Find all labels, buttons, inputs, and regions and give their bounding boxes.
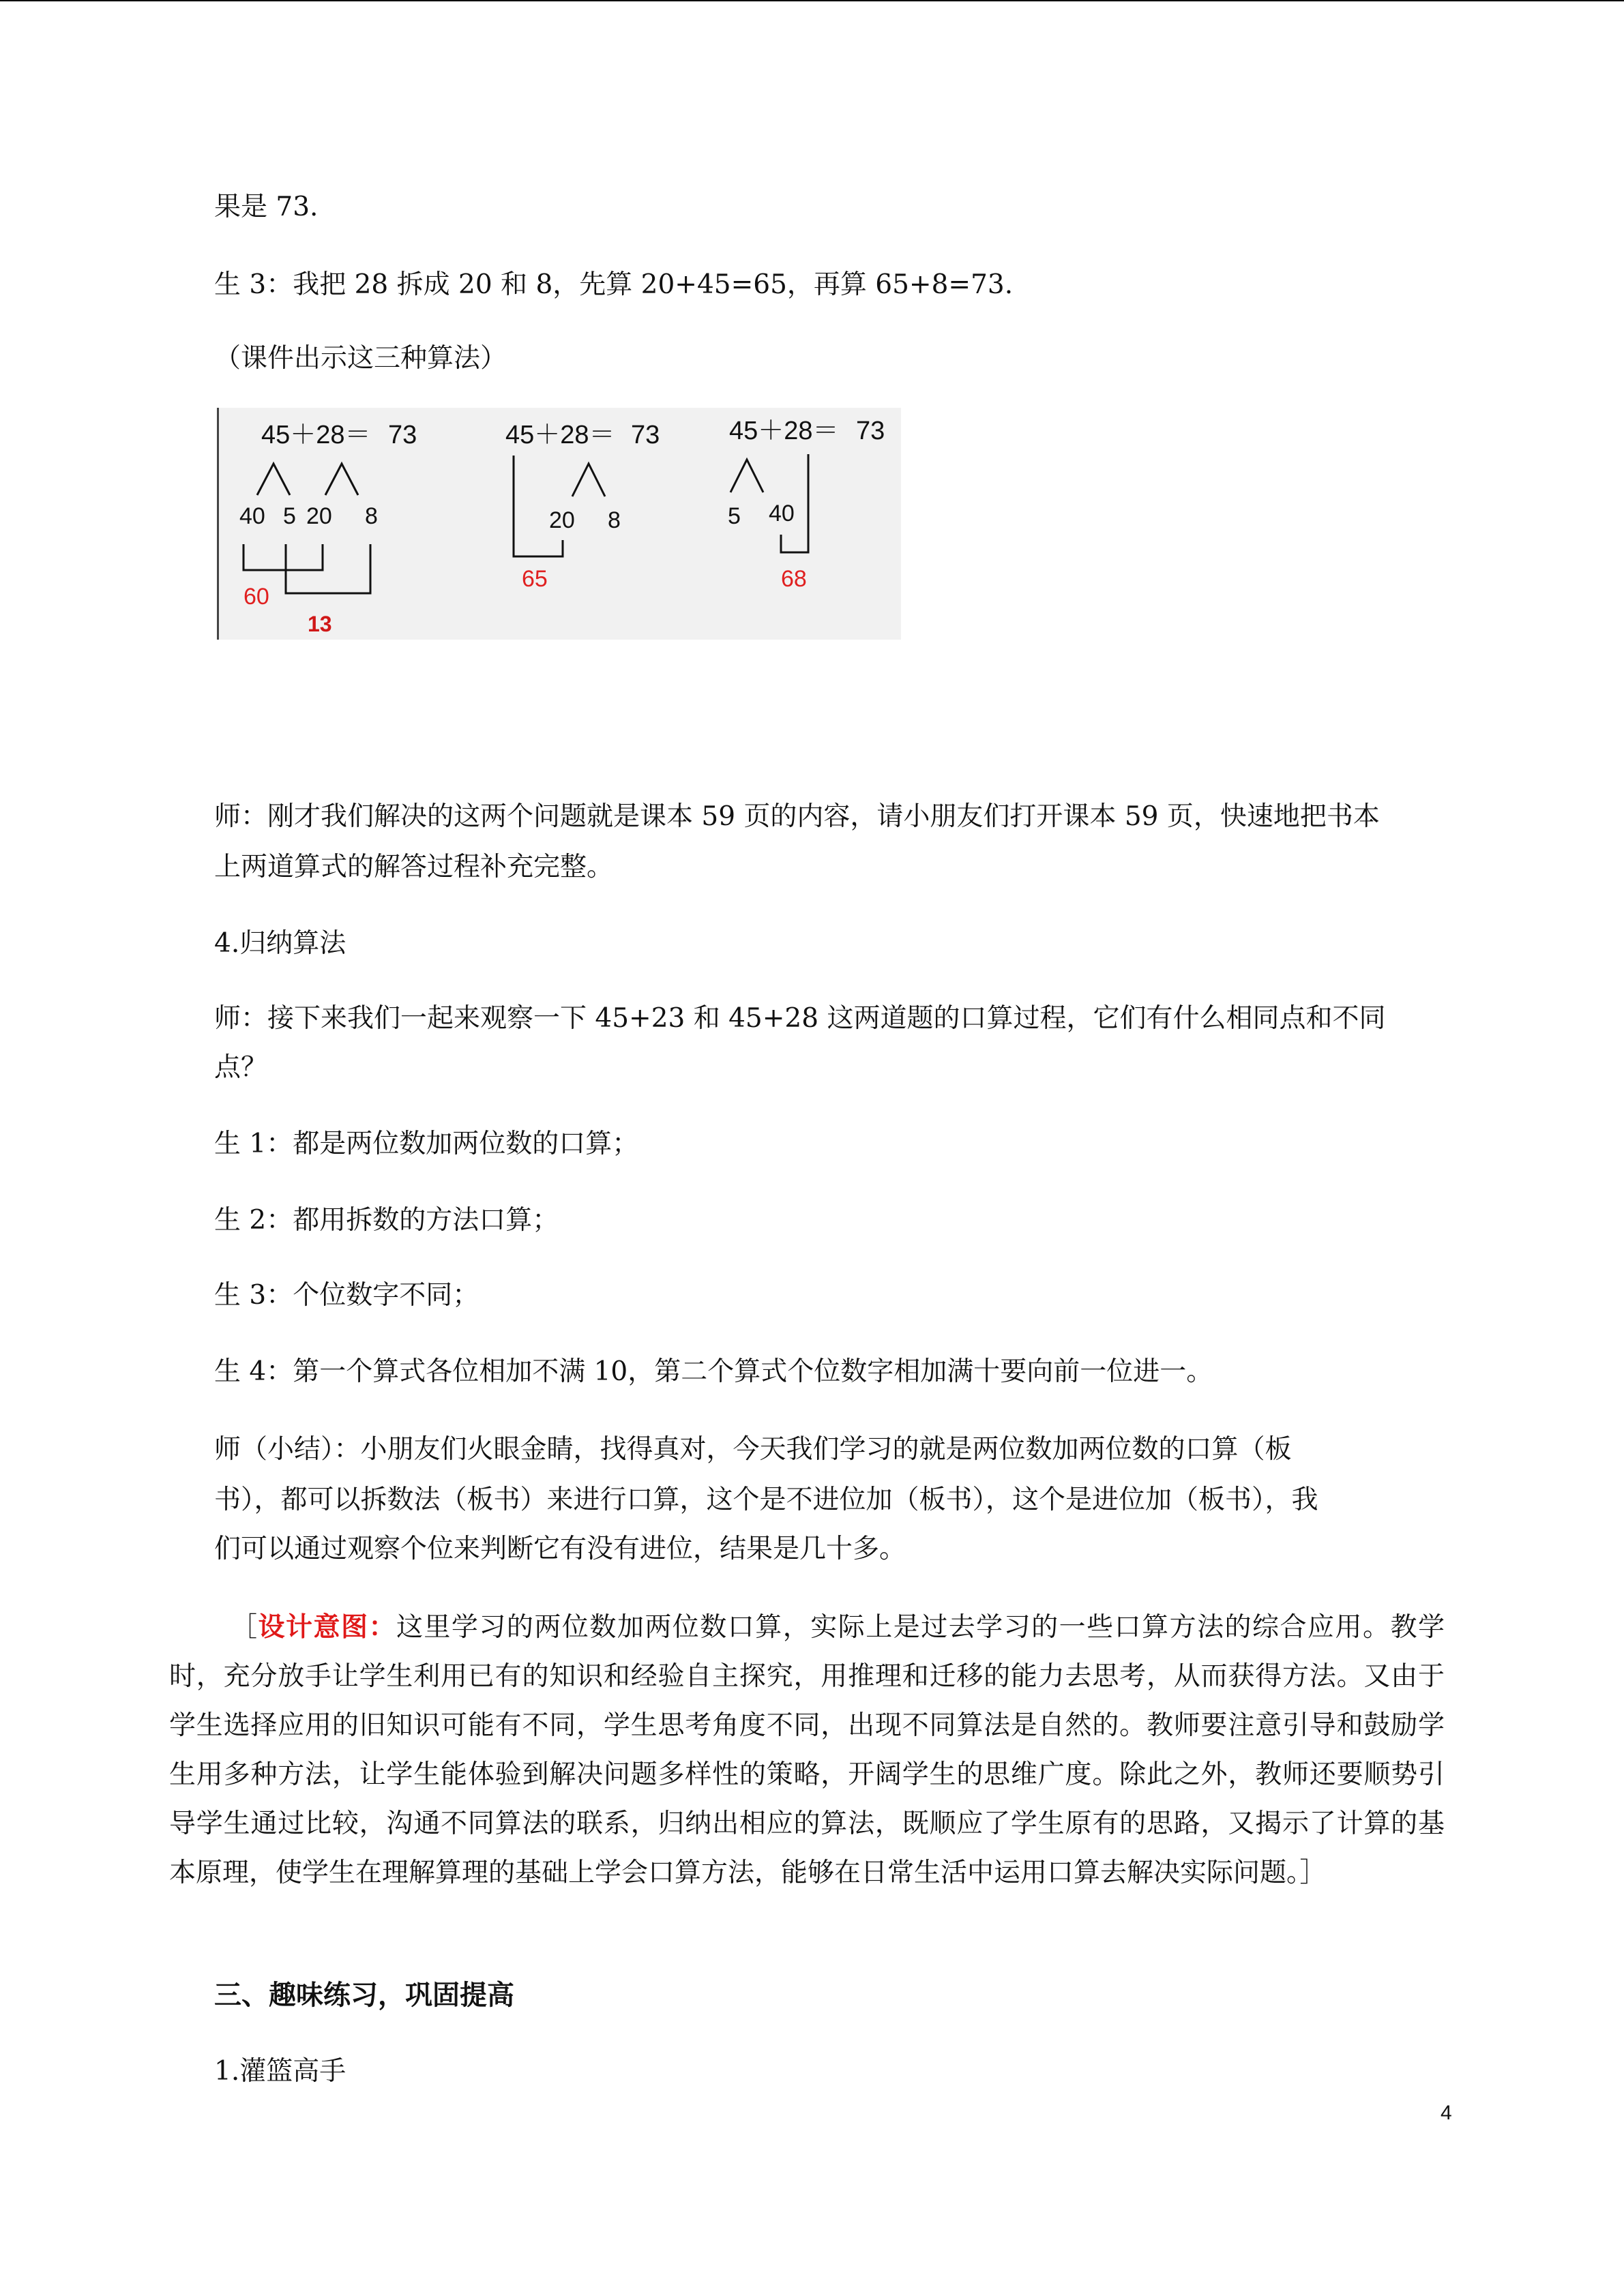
- method2-part-20: 20: [549, 507, 575, 533]
- method1-sum-13: 13: [308, 612, 332, 636]
- method3-part-5: 5: [728, 503, 741, 529]
- paragraph-result: 果是 73.: [214, 192, 319, 222]
- paragraph-student2: 生 2：都用拆数的方法口算；: [214, 1205, 559, 1236]
- paragraph-slide-note: （课件出示这三种算法）: [214, 343, 507, 374]
- method1-split-28: [325, 464, 358, 495]
- method2-part-8: 8: [608, 507, 621, 533]
- method3-equation: 45＋28＝: [729, 417, 839, 445]
- paragraph-teacher-summary-line1: 师（小结）：小朋友们火眼金睛，找得真对，今天我们学习的就是两位数加两位数的口算（板: [214, 1434, 1292, 1465]
- subheading-slam-dunk: 1.灌篮高手: [214, 2056, 346, 2087]
- method3-sum-68: 68: [781, 566, 807, 592]
- method1-ones-bracket: [286, 544, 370, 593]
- paragraph-student3-digits: 生 3：个位数字不同；: [214, 1280, 479, 1311]
- method3-split-45: [730, 460, 763, 492]
- calculation-diagram: [219, 408, 901, 640]
- paragraph-student1: 生 1：都是两位数加两位数的口算；: [214, 1129, 639, 1159]
- method3-result: 73: [856, 417, 885, 445]
- paragraph-teacher-textbook-line2: 上两道算式的解答过程补充完整。: [214, 852, 614, 882]
- method1-result: 73: [388, 421, 417, 449]
- paragraph-teacher-textbook-line1: 师：刚才我们解决的这两个问题就是课本 59 页的内容，请小朋友们打开课本 59 页，快速地把书本: [214, 801, 1380, 832]
- method1-part-40: 40: [239, 503, 265, 529]
- paragraph-teacher-summary-line3: 们可以通过观察个位来判断它有没有进位，结果是几十多。: [214, 1534, 906, 1564]
- method2-bracket: [514, 456, 563, 556]
- method1-part-5: 5: [283, 503, 296, 529]
- design-intent-text: 这里学习的两位数加两位数口算，实际上是过去学习的一些口算方法的综合应用。教学时，充分放手让学生利用已有的知识和经验自主探究，用推理和迁移的能力去思考，从而获得方法。又由于学生选择应用的旧知识可能有不同，学生思考角度不同，出现不同算法是自然的。教师要注意引导和鼓励学生用多种方法，让学生能体验到解决问题多样性的策略，开阔学生的思维广度。除此之外，教师还要顺势引导学生通过比较，沟通不同算法的联系，归纳出相应的算法，既顺应了学生原有的思路，又揭示了计算的基本原理，使学生在理解算理的基础上学会口算方法，能够在日常生活中运用口算去解决实际问题。］: [169, 1612, 1445, 1888]
- method1-part-8: 8: [365, 503, 378, 529]
- paragraph-teacher-summary-line2: 书），都可以拆数法（板书）来进行口算，这个是不进位加（板书），这个是进位加（板书），我: [214, 1485, 1318, 1515]
- section-heading-practice: 三、趣味练习，巩固提高: [214, 1980, 514, 2011]
- design-intent-paragraph: [169, 1602, 1445, 1898]
- subsection-summarize-algorithm: 4.归纳算法: [214, 928, 346, 959]
- method2-split-28: [572, 464, 605, 496]
- method1-tens-bracket: [243, 544, 323, 570]
- paragraph-student4: 生 4：第一个算式各位相加不满 10，第二个算式个位数字相加满十要向前一位进一。: [214, 1356, 1213, 1387]
- page-top-border: [0, 0, 1624, 1]
- method3-part-40: 40: [769, 501, 795, 526]
- calculation-methods-figure: [217, 408, 901, 640]
- method1-split-45: [257, 464, 290, 495]
- method1-equation: 45＋28＝: [261, 421, 371, 449]
- paragraph-teacher-compare-line2: 点？: [214, 1052, 268, 1083]
- paragraph-teacher-compare-line1: 师：接下来我们一起来观察一下 45+23 和 45+28 这两道题的口算过程，它们有什么相同点和不同: [214, 1003, 1386, 1034]
- method2-result: 73: [631, 421, 660, 449]
- design-intent-open-bracket: ［: [231, 1612, 259, 1643]
- page-number: 4: [1441, 2102, 1452, 2124]
- method1-sum-60: 60: [243, 584, 269, 610]
- method2-sum-65: 65: [522, 566, 548, 592]
- method2-equation: 45＋28＝: [505, 421, 615, 449]
- design-intent-label: 设计意图：: [258, 1611, 396, 1643]
- method1-part-20: 20: [306, 503, 332, 529]
- paragraph-student3: 生 3：我把 28 拆成 20 和 8，先算 20+45=65，再算 65+8=73.: [214, 269, 1014, 300]
